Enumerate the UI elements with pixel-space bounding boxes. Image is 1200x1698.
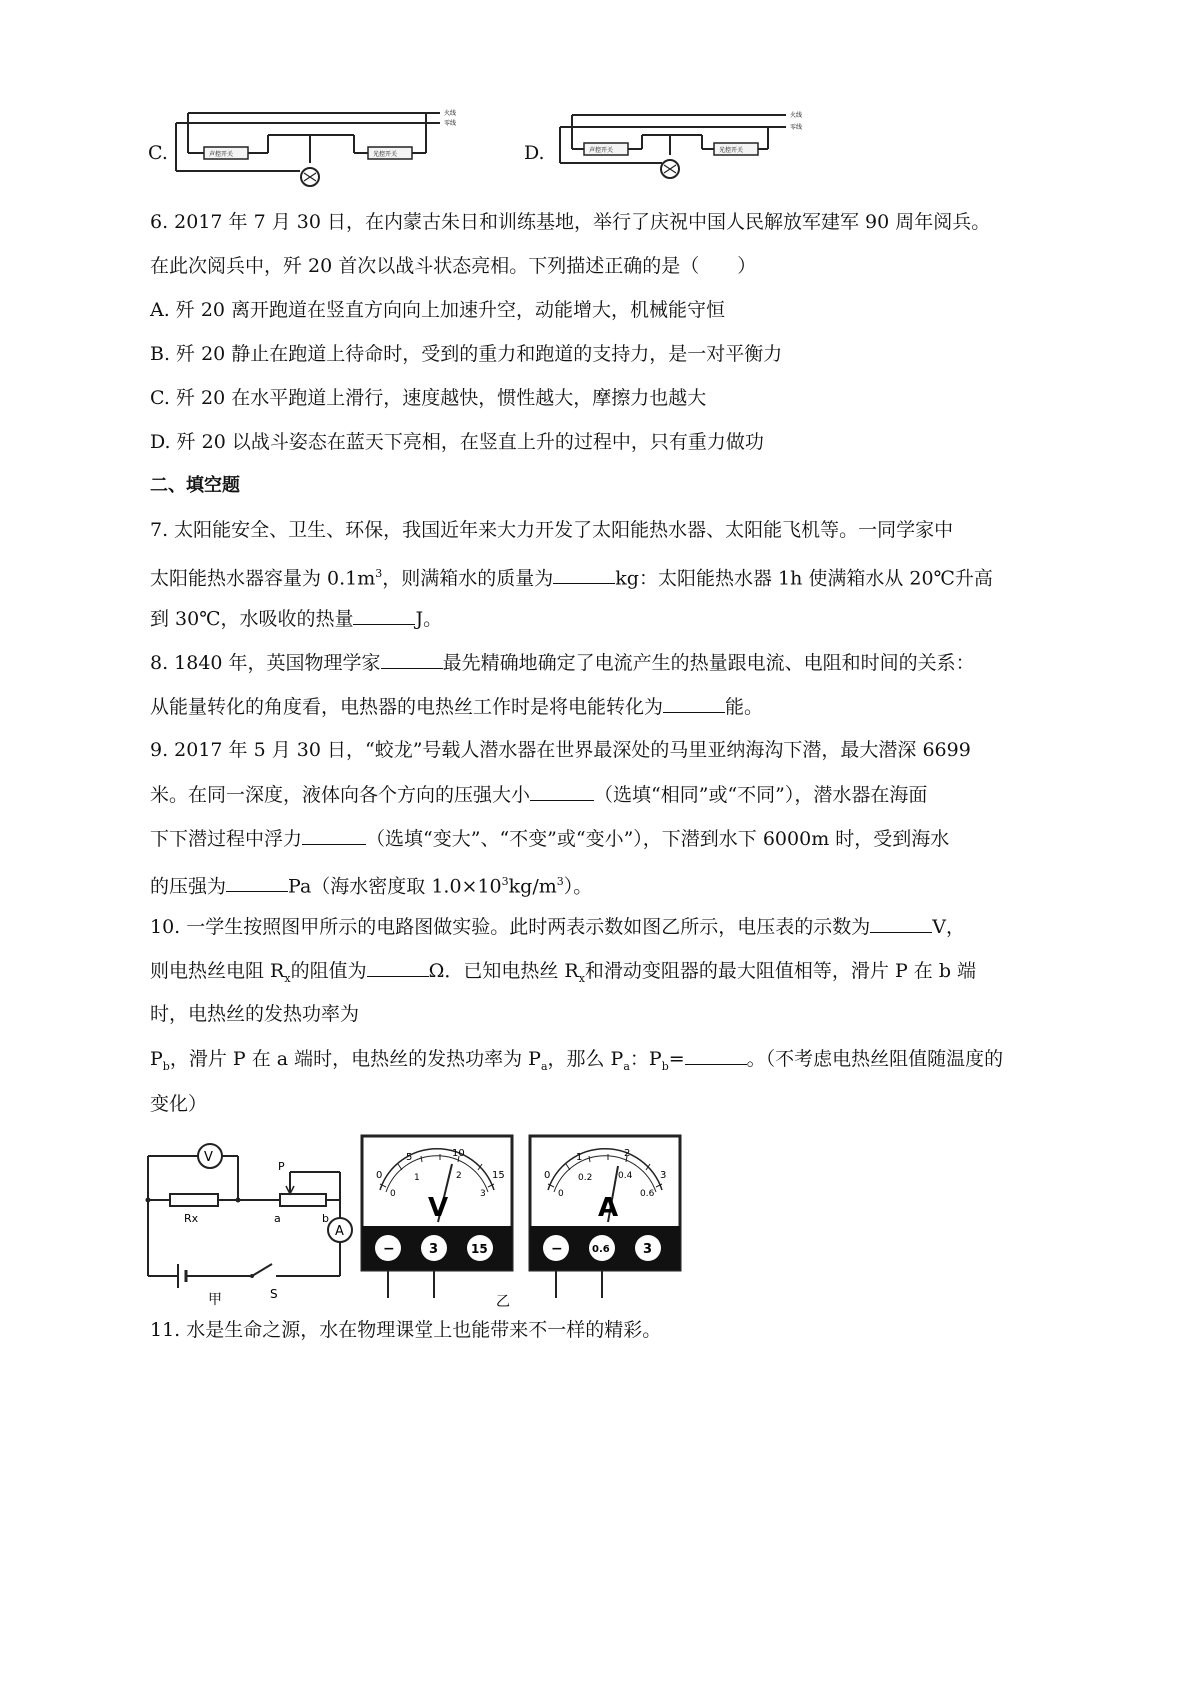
- q8-line-1: 8. 1840 年，英国物理学家 最先精确地确定了电流产生的热量跟电流、电阻和时间的关系：: [150, 652, 975, 674]
- v-scale-low-2: 2: [456, 1171, 462, 1181]
- circuit-figure-c: [168, 105, 488, 195]
- q10-line-1: 10. 一学生按照图甲所示的电路图做实验。此时两表示数如图乙所示，电压表的示数为 V，: [150, 916, 965, 938]
- switch-label: 声控开关: [589, 147, 614, 154]
- answer-blank: [353, 606, 415, 625]
- option-c-label: C.: [148, 142, 168, 164]
- q6-option-c: C. 歼 20 在水平跑道上滑行，速度越快，惯性越大，摩擦力也越大: [150, 387, 707, 409]
- v-scale-5: 5: [406, 1152, 413, 1163]
- a-label: a: [274, 1212, 281, 1225]
- q6-stem-line-2: 在此次阅兵中，歼 20 首次以战斗状态亮相。下列描述正确的是（ ）: [150, 255, 757, 277]
- q7-line-2: 太阳能热水器容量为 $0.1m^3$，则满箱水的质量为 kg：太阳能热水器 1h 使满箱水从 20℃升高: [150, 567, 993, 590]
- a-scale-low-0: 0: [558, 1189, 564, 1199]
- a-scale-0: 0: [544, 1170, 551, 1181]
- q9-line-2: 米。在同一深度，液体向各个方向的压强大小 （选填“相同”或“不同”），潜水器在海面: [150, 784, 928, 806]
- a-terminal-06: 0.6: [592, 1244, 610, 1255]
- answer-blank: [530, 782, 594, 801]
- a-scale-3: 3: [660, 1170, 667, 1181]
- p-label: P: [278, 1160, 285, 1173]
- v-scale-low-1: 1: [414, 1173, 420, 1183]
- switch-label-2: 光控开关: [373, 151, 398, 158]
- voltmeter-dial: [362, 1136, 512, 1298]
- q6-option-d: D. 歼 20 以战斗姿态在蓝天下亮相，在竖直上升的过程中，只有重力做功: [150, 431, 764, 453]
- v-scale-10: 10: [452, 1148, 465, 1159]
- b-label: b: [322, 1212, 329, 1225]
- answer-blank: [685, 1046, 747, 1065]
- v-scale-0: 0: [376, 1170, 383, 1181]
- a-scale-1: 1: [576, 1152, 583, 1163]
- answer-blank: [302, 826, 366, 845]
- rheostat: [280, 1194, 326, 1206]
- q6-option-a: A. 歼 20 离开跑道在竖直方向向上加速升空，动能增大，机械能守恒: [150, 299, 726, 321]
- section-heading: 二、填空题: [150, 475, 240, 496]
- answer-blank: [870, 914, 932, 933]
- q10-figure: [140, 1132, 700, 1308]
- live-wire-label: 火线: [790, 112, 803, 119]
- q10-line-2: 则电热丝电阻 $R_x$的阻值为 Ω．已知电热丝 $R_x$和滑动变阻器的最大阻值相等，滑片 P 在 b 端: [150, 960, 977, 985]
- q7-line-3: 到 30℃，水吸收的热量 J。: [150, 608, 443, 630]
- v-scale-15: 15: [492, 1170, 505, 1181]
- switch-label-2: 光控开关: [719, 147, 744, 154]
- switch-icon: [252, 1264, 272, 1276]
- live-wire-label: 火线: [444, 110, 457, 117]
- option-d-label: D.: [524, 142, 545, 164]
- v-scale-low-0: 0: [390, 1189, 396, 1199]
- q10-line-3: 时，电热丝的发热功率为: [150, 1003, 360, 1025]
- a-scale-low-04: 0.4: [618, 1171, 633, 1181]
- answer-blank: [367, 958, 429, 977]
- q7-line-1: 7. 太阳能安全、卫生、环保，我国近年来大力开发了太阳能热水器、太阳能飞机等。一同学家中: [150, 519, 954, 541]
- switch-label: 声控开关: [209, 151, 234, 158]
- voltmeter-symbol: V: [204, 1150, 213, 1165]
- a-scale-2: 2: [624, 1148, 631, 1159]
- neutral-wire-label: 零线: [444, 120, 457, 127]
- neutral-wire-label: 零线: [790, 124, 803, 131]
- voltmeter-big-symbol: V: [428, 1193, 449, 1223]
- a-scale-low-06: 0.6: [640, 1189, 655, 1199]
- s-label: S: [270, 1287, 278, 1301]
- ammeter-big-symbol: A: [598, 1193, 619, 1223]
- a-scale-low-02: 0.2: [578, 1173, 593, 1183]
- q10-line-5: 变化）: [150, 1093, 208, 1115]
- q9-line-3: 下下潜过程中浮力 （选填“变大”、“不变”或“变小”），下潜到水下 6000m 时，受到海水: [150, 828, 950, 850]
- answer-blank: [553, 565, 615, 584]
- figure-jia-label: 甲: [208, 1292, 222, 1308]
- circuit-figure-d: [552, 105, 812, 187]
- q8-line-2: 从能量转化的角度看，电热器的电热丝工作时是将电能转化为 能。: [150, 696, 764, 718]
- q6-option-b: B. 歼 20 静止在跑道上待命时，受到的重力和跑道的支持力，是一对平衡力: [150, 343, 783, 365]
- v-scale-low-3: 3: [480, 1189, 486, 1199]
- answer-blank: [663, 694, 725, 713]
- q6-stem-line-1: 6. 2017 年 7 月 30 日，在内蒙古朱日和训练基地，举行了庆祝中国人民解放军建军 90 周年阅兵。: [150, 211, 991, 233]
- a-terminal-3: 3: [643, 1242, 653, 1257]
- q9-line-1: 9. 2017 年 5 月 30 日，“蛟龙”号载人潜水器在世界最深处的马里亚纳海沟下潜，最大潜深 6699: [150, 739, 971, 761]
- v-terminal-neg: −: [383, 1241, 395, 1257]
- v-terminal-3: 3: [429, 1242, 439, 1257]
- answer-blank: [381, 650, 443, 669]
- q11-line-1: 11. 水是生命之源，水在物理课堂上也能带来不一样的精彩。: [150, 1319, 662, 1341]
- figure-yi-label: 乙: [496, 1294, 510, 1308]
- a-terminal-neg: −: [551, 1241, 563, 1257]
- resistor-rx: [170, 1194, 218, 1206]
- circuit-diagram-jia: [146, 1144, 353, 1308]
- q9-line-4: 的压强为 Pa（海水密度取 $1.0\times 10^3kg/m^3$）。: [150, 875, 593, 898]
- q10-line-4: $P_b$，滑片 P 在 a 端时，电热丝的发热功率为 $P_a$，那么 $P_a$：$P_b=$ 。（不考虑电热丝阻值随温度的: [150, 1048, 1004, 1073]
- answer-blank: [226, 873, 288, 892]
- ammeter-symbol: A: [335, 1224, 344, 1239]
- rx-label: Rx: [184, 1212, 199, 1225]
- ammeter-dial: [530, 1136, 680, 1298]
- v-terminal-15: 15: [471, 1242, 488, 1256]
